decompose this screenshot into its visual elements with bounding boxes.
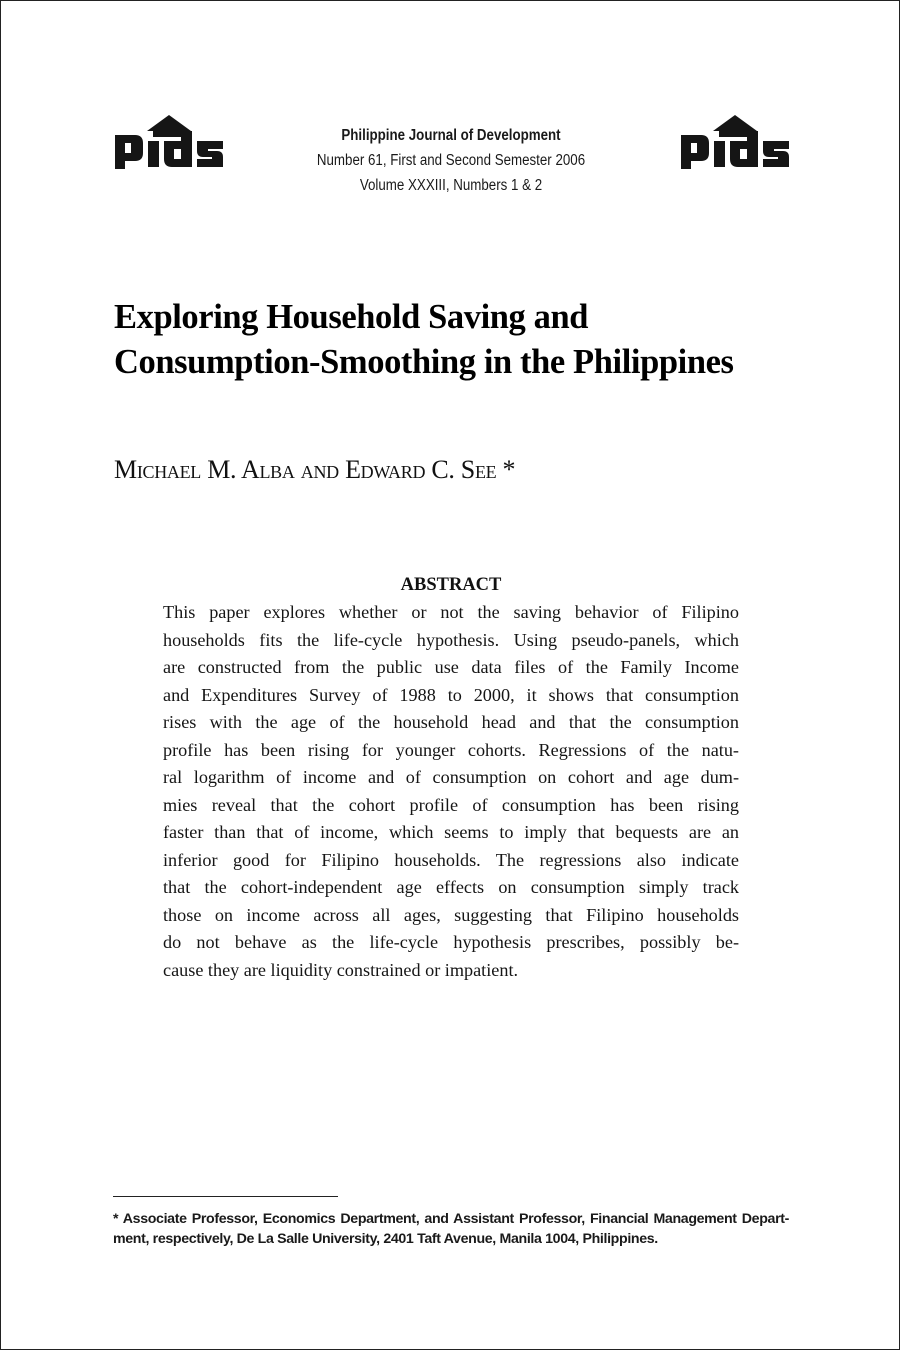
abstract-line: do not behave as the life-cycle hypothesis prescribes, possibly be- xyxy=(163,932,739,952)
abstract-line: inferior good for Filipino households. The regressions also indicate xyxy=(163,849,739,870)
abstract-line: This paper explores whether or not the saving behavior of Filipino xyxy=(163,602,739,622)
footnote-line: ment, respectively, De La Salle University, 2401 Taft Avenue, Manila 1004, Philippines. xyxy=(113,1231,658,1247)
pids-logo-icon xyxy=(679,113,791,173)
journal-issue: Number 61, First and Second Semester 2006 xyxy=(316,152,586,169)
journal-header xyxy=(251,123,651,198)
title-line: Consumption-Smoothing in the Philippines xyxy=(114,343,734,381)
journal-volume: Volume XXXIII, Numbers 1 & 2 xyxy=(359,177,543,194)
abstract-line: and Expenditures Survey of 1988 to 2000, it shows that consumption xyxy=(163,684,739,705)
abstract-line: mies reveal that the cohort profile of consumption has been rising xyxy=(163,794,739,815)
abstract-line: cause they are liquidity constrained or impatient. xyxy=(163,959,519,980)
abstract-heading: ABSTRACT xyxy=(400,575,502,595)
abstract-line: ral logarithm of income and of consumption on cohort and age dum- xyxy=(163,767,739,787)
paper-authors: Michael M. Alba and Edward C. See * xyxy=(114,455,516,484)
abstract-line: are constructed from the public use data files of the Family Income xyxy=(163,657,739,677)
footnote-line: * Associate Professor, Economics Department, and Assistant Professor, Financial Management Depart- xyxy=(113,1211,789,1227)
footnote-divider xyxy=(113,1196,338,1197)
title-line: Exploring Household Saving and xyxy=(114,298,589,336)
pids-logo-right xyxy=(679,113,791,173)
journal-name: Philippine Journal of Development xyxy=(341,127,561,144)
pids-logo-icon xyxy=(113,113,225,173)
abstract-body xyxy=(163,599,739,984)
abstract-line: faster than that of income, which seems to imply that bequests are an xyxy=(163,822,739,842)
abstract-line: rises with the age of the household head and that the consumption xyxy=(163,712,739,732)
abstract-line: households fits the life-cycle hypothesis. Using pseudo-panels, which xyxy=(163,629,739,650)
abstract-line: those on income across all ages, suggesting that Filipino households xyxy=(163,904,739,925)
paper-title xyxy=(114,295,834,385)
author-footnote xyxy=(113,1209,789,1249)
abstract-line: profile has been rising for younger cohorts. Regressions of the natu- xyxy=(163,739,739,760)
abstract-line: that the cohort-independent age effects on consumption simply track xyxy=(163,877,739,897)
pids-logo-left xyxy=(113,113,225,173)
